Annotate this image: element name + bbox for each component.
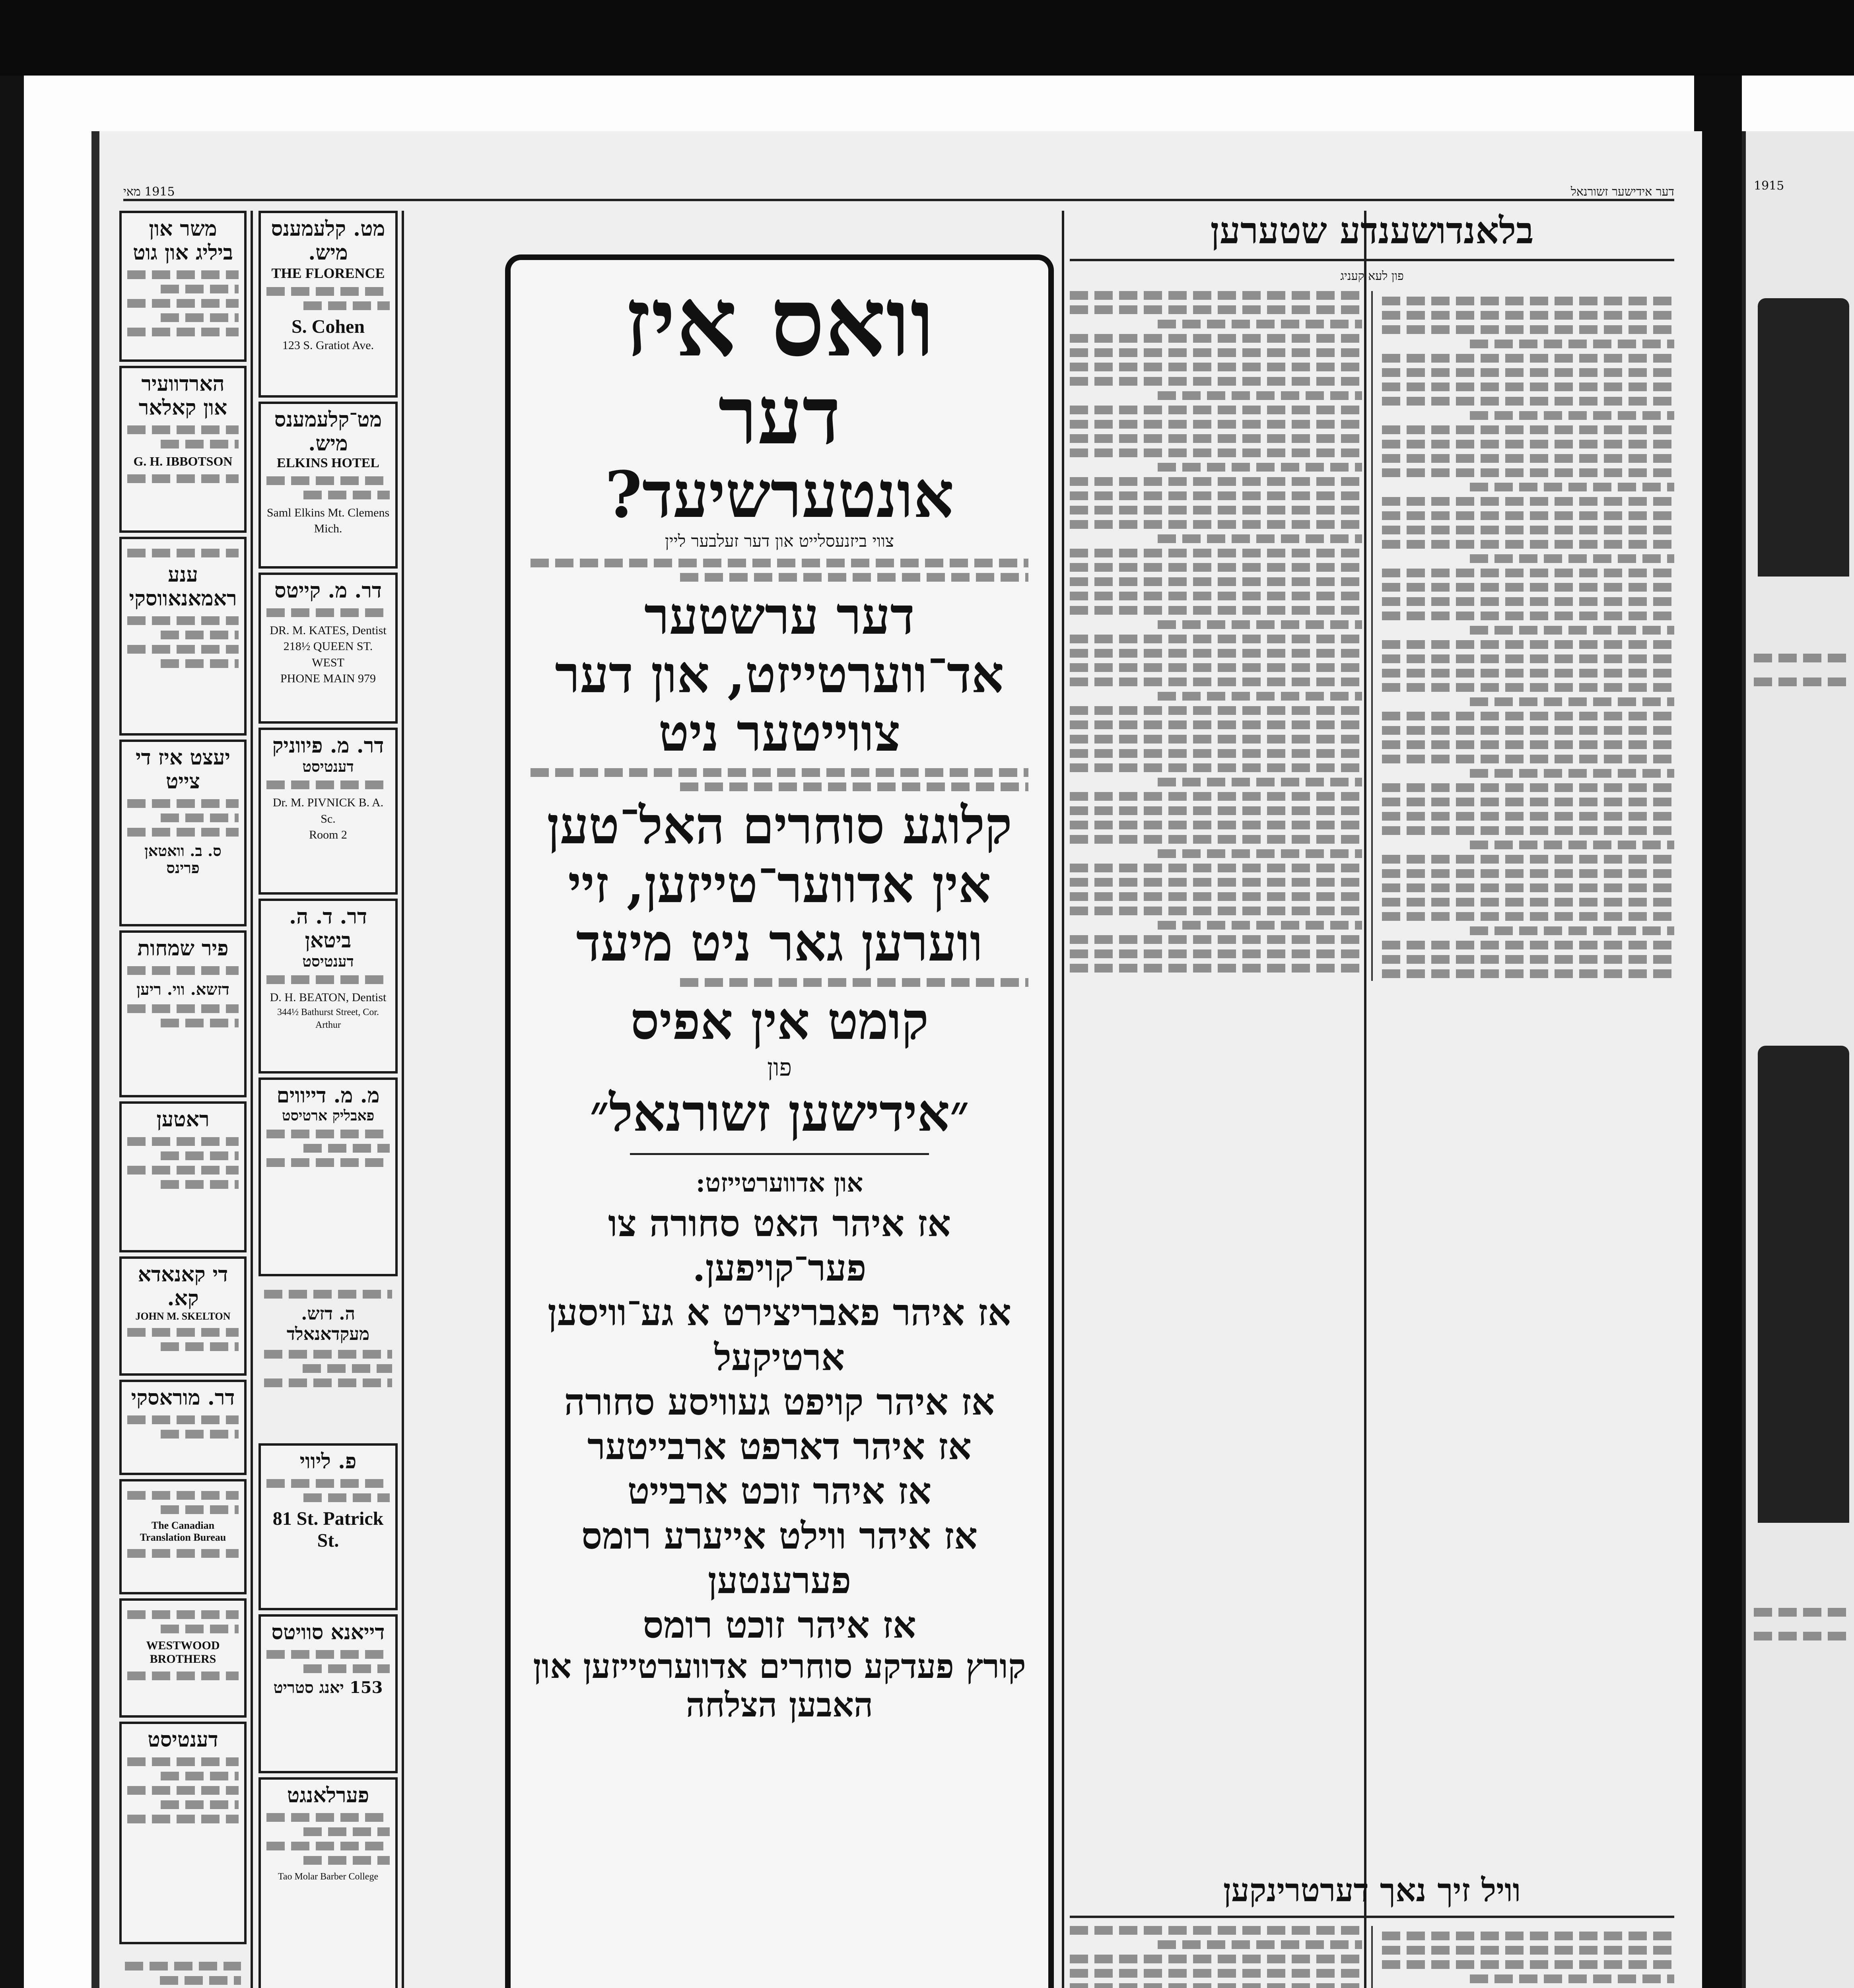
ad-contact: Saml Elkins Mt. Clemens Mich. [266, 506, 390, 536]
ad-elkins-hotel [258, 402, 398, 569]
ad-address: 81 St. Patrick St. [272, 1508, 384, 1551]
promo-cta-from: פון [767, 1054, 792, 1082]
column-rule [251, 211, 253, 1988]
ad-davis [258, 1077, 398, 1276]
promo-list-item: אז איהר קויפט געוויסע סחורה [564, 1380, 995, 1423]
promo-title-line2: דער [718, 369, 841, 462]
film-border-top [0, 0, 1854, 76]
film-border-left [0, 76, 24, 1988]
ad-title: פערלאנגט [287, 1783, 369, 1807]
ad-name: The Canadian Translation Bureau [140, 1520, 226, 1543]
advertising-promo [505, 254, 1054, 1988]
ad-room: Room 2 [309, 828, 347, 842]
ad-title: משר און ביליג און גוט [133, 217, 233, 265]
portrait-photo [1758, 1046, 1849, 1523]
header-year: 1915 [144, 185, 175, 199]
ad-title: ענע ראמאנאווסקי [129, 563, 237, 611]
ad-dentist [119, 1722, 247, 1944]
ad-contact: S. Cohen [291, 316, 365, 337]
promo-list-item: אז איהר זוכט ארבייט [627, 1470, 932, 1513]
ad-title: דר. מ. קייטס [274, 579, 382, 603]
ad-canada-co [119, 1256, 247, 1376]
promo-closing: קורץ פעדקע סוחרים אדווערטייזען און האבען הצלחה [533, 1646, 1026, 1724]
ad-name: Dr. M. PIVNICK B. A. Sc. [272, 796, 384, 825]
ad-title: יעצט איז די צייט [135, 746, 231, 794]
ad-title: ה. דזש. מעקדאנאלד [286, 1304, 370, 1344]
ad-name: WESTWOOD BROTHERS [146, 1639, 220, 1666]
ad-title: מט. קלעמענס מיש. [271, 217, 385, 265]
promo-intro: צווי ביזנעסלייט און דער זעלבער ליין [665, 531, 894, 551]
article-body [1070, 1926, 1674, 1988]
promo-list-item: אז איהר ווילט אייערע רומס פערענטען [581, 1514, 978, 1602]
ad-name: THE FLORENCE [271, 265, 385, 281]
ad-title: דר. מוראסקי [131, 1386, 235, 1410]
article-byline: פון לעא קעניג [1340, 269, 1404, 283]
ad-name: D. H. BEATON, Dentist [270, 991, 387, 1004]
ad-title: פ. ליווי [299, 1449, 357, 1474]
ad-florence [258, 211, 398, 398]
ad-address: 123 S. Gratiot Ave. [282, 338, 374, 352]
promo-list-item: אז איהר פאבריצירט א גע־וויסען ארטיקעל [548, 1291, 1011, 1379]
ad-name: Tao Molar Barber College [278, 1871, 379, 1882]
ad-now-is-time [119, 740, 247, 926]
ad-title: די קאנאדא קא. [138, 1262, 228, 1310]
ad-address: 218½ QUEEN ST. WEST [283, 640, 373, 669]
promo-subhead: און אדווערטייזט: [696, 1168, 863, 1198]
ad-phone: PHONE MAIN 979 [280, 672, 376, 685]
page-header [123, 179, 1674, 201]
ad-title: דענטיסט [148, 1728, 218, 1752]
ad-subtitle: דענטיסט [302, 757, 354, 775]
newspaper-page [91, 131, 1702, 1988]
ad-name: G. H. IBBOTSON [133, 454, 233, 468]
ad-title: דר. ד. ה. ביטאן [289, 905, 367, 953]
ad-translation-bureau [119, 1479, 247, 1594]
article-body [1070, 291, 1674, 981]
column-rule [402, 211, 404, 1988]
column-rule [1062, 211, 1064, 1988]
ad-romanovski [119, 537, 247, 736]
promo-cta-office: קומט אין אפיס [630, 991, 929, 1051]
ad-meat [119, 211, 247, 362]
adjacent-page-strip [1742, 131, 1854, 1988]
article-blazing-stars [1070, 211, 1674, 1853]
promo-list [531, 1201, 1028, 1647]
ad-levy [258, 1443, 398, 1610]
ad-subtitle: 153 יאנג סטריט [273, 1678, 383, 1697]
ad-name: ELKINS HOTEL [277, 455, 379, 470]
promo-list-item: אז איהר זוכט רומס [643, 1604, 916, 1646]
ad-doctor [119, 1380, 247, 1475]
ad-dr-kates [258, 573, 398, 724]
ad-subtitle: דענטיסט [302, 952, 354, 970]
ad-westwood [119, 1598, 247, 1718]
ad-barber-college [258, 1777, 398, 1988]
ad-hardware [119, 366, 247, 533]
ad-title: פיר שמחות [137, 936, 229, 961]
article-headline: וויל זיך נאך דערטרינקען [1070, 1873, 1674, 1918]
ad-subtitle: דזשא. ווי. ריען [136, 980, 230, 999]
ad-title: הארדוועיר און קאלאר [138, 372, 227, 420]
promo-list-item: אז איהר דארפט ארבייטער [587, 1425, 972, 1468]
ad-title: מ. מ. דייווים [276, 1083, 380, 1108]
ad-title: דר. מ. פיווניק [272, 734, 384, 758]
header-paper-name: דער אידישער זשורנאל [1570, 185, 1674, 199]
ad-title: מט־קלעמענס מיש. [274, 408, 382, 456]
promo-headline-advertised: דער ערשטער אד־ווערטייזט, און דער צווייטער ניט [555, 586, 1004, 763]
portrait-photo [1758, 298, 1849, 577]
ad-four-celebrations [119, 930, 247, 1097]
ad-price-list [119, 1952, 247, 1988]
promo-title-line3: אונטערשיעד? [605, 457, 954, 532]
ad-name: JOHN M. SKELTON [135, 1310, 231, 1322]
ad-dr-beaton [258, 899, 398, 1074]
promo-cta-paper: ״אידישען זשורנאל״ [590, 1083, 969, 1143]
ad-raten [119, 1101, 247, 1252]
header-date [123, 185, 175, 199]
article-drowning [1070, 1873, 1674, 1988]
article-headline: בלאנדושענדע שטערען [1070, 211, 1674, 261]
ad-subtitle: ס. ב. וואטאן פרינס [144, 841, 222, 877]
ad-title: דייאנא סוויטס [271, 1620, 385, 1644]
header-month: מאי [123, 185, 141, 199]
ad-macdonald [258, 1280, 398, 1439]
ad-diana-sweets [258, 1614, 398, 1773]
ad-subtitle: פאבליק ארטיסט [282, 1107, 375, 1124]
promo-list-item: אז איהר האט סחורה צו פער־קויפען. [608, 1202, 951, 1290]
ad-dr-pivnick [258, 728, 398, 895]
adjacent-page-date: 1915 [1754, 179, 1784, 193]
promo-title-line1: וואס איז [624, 266, 935, 378]
ad-address: 344½ Bathurst Street, Cor. Arthur [277, 1007, 379, 1031]
ad-title: ראטען [156, 1107, 210, 1132]
promo-headline-wise-merchants: קלוגע סוחרים האל־טען אין אדווער־טייזען, זיי ווערען גאר ניט מיעד [547, 796, 1012, 973]
ad-name: DR. M. KATES, Dentist [270, 623, 387, 637]
